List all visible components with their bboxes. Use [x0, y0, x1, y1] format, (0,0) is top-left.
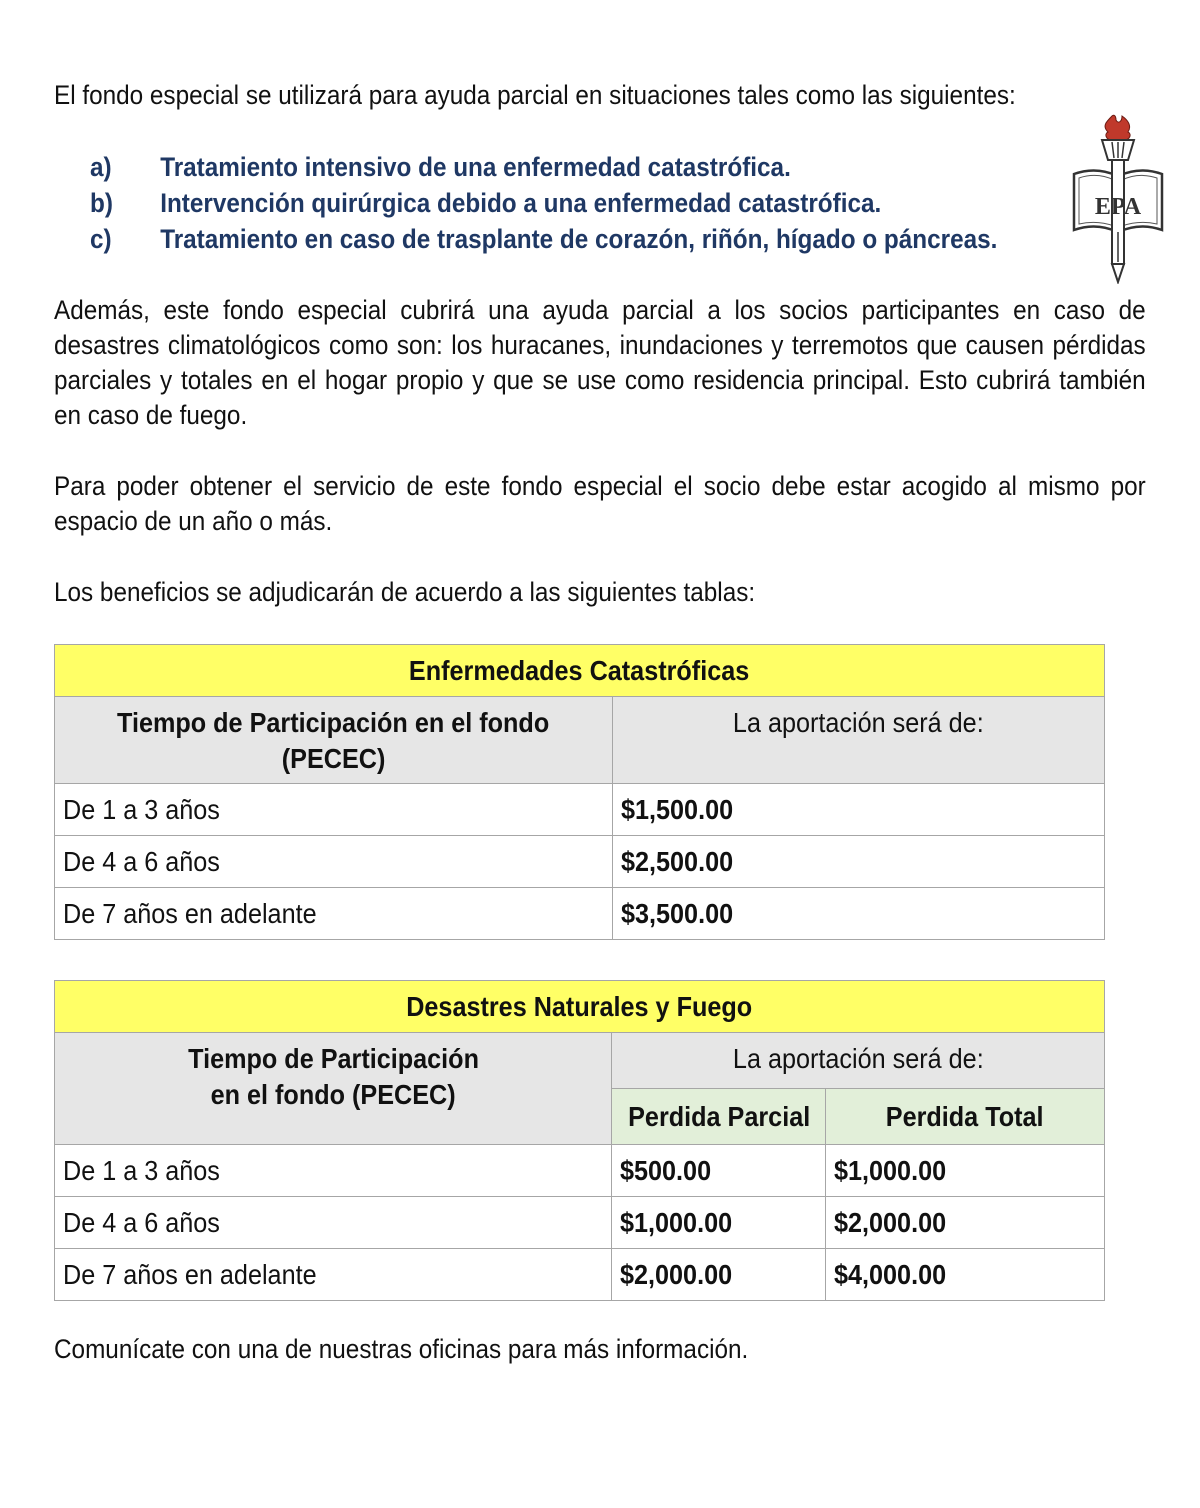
column-header-partial-loss: Perdida Parcial: [612, 1089, 826, 1145]
column-header-time: Tiempo de Participación en el fondo (PECEC): [55, 1033, 612, 1145]
row-value: $3,500.00: [612, 888, 1104, 940]
list-letter: a): [90, 152, 112, 182]
eligibility-paragraph: Para poder obtener el servicio de este fondo especial el socio debe estar acogido al mismo por espacio de un año o más.: [54, 471, 1146, 536]
list-letter: c): [90, 224, 112, 254]
row-label: De 7 años en adelante: [55, 888, 613, 940]
column-header-amount: La aportación será de:: [612, 1033, 1105, 1089]
row-value: $1,500.00: [612, 784, 1104, 836]
table-row: [55, 888, 1105, 940]
list-item: [90, 149, 1080, 185]
coverage-list: [90, 149, 1080, 257]
closing-paragraph: Comunícate con una de nuestras oficinas para más información.: [54, 1334, 749, 1364]
logo-text: EPA: [1094, 194, 1142, 220]
row-label: De 1 a 3 años: [55, 1145, 612, 1197]
list-item: [90, 185, 1080, 221]
table-row: [55, 836, 1105, 888]
intro-paragraph: El fondo especial se utilizará para ayuda parcial en situaciones tales como las siguientes:: [54, 80, 1016, 110]
column-header-time: Tiempo de Participación en el fondo (PECEC): [55, 697, 613, 784]
list-letter: b): [90, 188, 113, 218]
tables-intro-paragraph: Los beneficios se adjudicarán de acuerdo a las siguientes tablas:: [54, 577, 756, 607]
document-page: [54, 78, 1146, 1364]
epa-logo: [1072, 112, 1164, 284]
table-row: [55, 1249, 1105, 1301]
row-label: De 7 años en adelante: [55, 1249, 612, 1301]
table-row: [55, 1145, 1105, 1197]
list-item: [90, 221, 1080, 257]
row-total-value: $4,000.00: [826, 1249, 1105, 1301]
row-label: De 4 a 6 años: [55, 1197, 612, 1249]
row-label: De 1 a 3 años: [55, 784, 613, 836]
table-title: Desastres Naturales y Fuego: [55, 981, 1105, 1033]
row-label: De 4 a 6 años: [55, 836, 613, 888]
row-total-value: $1,000.00: [826, 1145, 1105, 1197]
table-title: Enfermedades Catastróficas: [55, 645, 1105, 697]
table-row: [55, 1197, 1105, 1249]
row-partial-value: $500.00: [612, 1145, 826, 1197]
disaster-paragraph: Además, este fondo especial cubrirá una ayuda parcial a los socios participantes en caso de desastres climatológicos como son: los huracanes, inundaciones y terremotos que causen pérdidas parciales y totales en el hogar propio y que se use como residencia principal. Esto cubrirá también en caso de fuego.: [54, 295, 1146, 430]
list-text: Tratamiento en caso de trasplante de corazón, riñón, hígado o páncreas.: [160, 224, 998, 254]
row-total-value: $2,000.00: [826, 1197, 1105, 1249]
row-partial-value: $2,000.00: [612, 1249, 826, 1301]
list-text: Intervención quirúrgica debido a una enfermedad catastrófica.: [160, 188, 882, 218]
catastrophic-illness-table: [54, 644, 1105, 940]
column-header-amount: La aportación será de:: [612, 697, 1104, 784]
list-text: Tratamiento intensivo de una enfermedad catastrófica.: [160, 152, 791, 182]
table-row: [55, 784, 1105, 836]
column-header-total-loss: Perdida Total: [826, 1089, 1105, 1145]
natural-disaster-table: [54, 980, 1105, 1301]
row-partial-value: $1,000.00: [612, 1197, 826, 1249]
row-value: $2,500.00: [612, 836, 1104, 888]
